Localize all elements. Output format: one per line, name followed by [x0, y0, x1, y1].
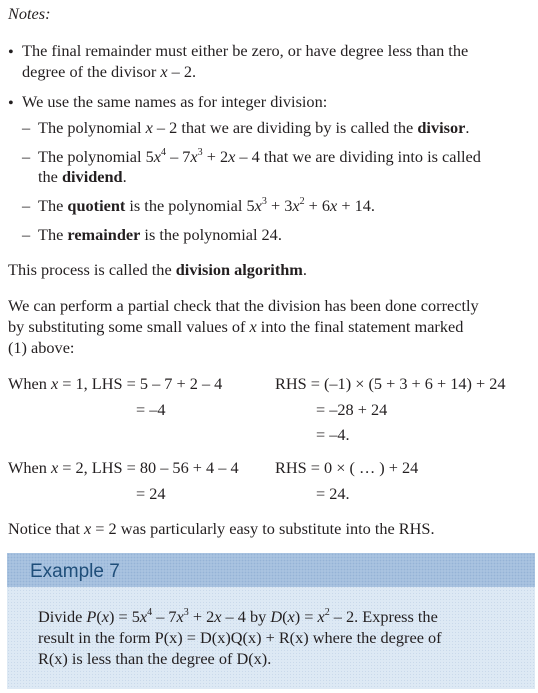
eq1-lhs-result: = –4 — [136, 400, 166, 419]
example-line-2: result in the form P(x) = D(x)Q(x) + R(x) where the degree of — [38, 628, 442, 647]
bullet-1-line-2: degree of the divisor x – 2. — [22, 62, 197, 81]
dash-marker: – — [22, 118, 31, 137]
eq1-rhs: RHS = (–1) × (5 + 3 + 6 + 14) + 24 — [275, 374, 506, 393]
eq1-rhs-result: = –4. — [316, 425, 350, 444]
dash-marker: – — [22, 147, 31, 166]
example-title: Example 7 — [30, 561, 120, 582]
notes-title: Notes: — [8, 4, 51, 23]
eq2-rhs: RHS = 0 × ( … ) + 24 — [275, 458, 419, 477]
dividend-item-line-1: The polynomial $5x^4 - 7x^3 + 2x - 4$ that we are dividing into is called — [38, 146, 481, 166]
eq1-rhs-step: = –28 + 24 — [316, 400, 388, 419]
divisor-item: The polynomial x – 2 that we are dividing by is called the divisor. — [38, 118, 470, 137]
dash-marker: – — [22, 196, 31, 215]
dash-marker: – — [22, 225, 31, 244]
quotient-item: The quotient is the polynomial $5x^3 + 3x^2 + 6x + 14$. — [38, 195, 375, 215]
bullet-1-line-1: The final remainder must either be zero, or have degree less than the — [22, 41, 469, 60]
check-line-2: by substituting some small values of x into the final statement marked — [8, 317, 464, 336]
remainder-item: The remainder is the polynomial 24. — [38, 225, 282, 244]
bullet-marker: • — [8, 93, 14, 112]
eq1-lhs: When x = 1, LHS = 5 – 7 + 2 – 4 — [8, 374, 223, 393]
process-sentence: This process is called the division algorithm. — [8, 260, 307, 279]
eq2-lhs: When x = 2, LHS = 80 – 56 + 4 – 4 — [8, 458, 239, 477]
eq2-lhs-result: = 24 — [136, 484, 166, 503]
check-line-1: We can perform a partial check that the division has been done correctly — [8, 296, 479, 315]
example-line-1: Divide $P(x) = 5x^4 - 7x^3 + 2x - 4$ by $D(x) = x^2 - 2$. Express the — [38, 606, 438, 626]
bullet-2-line-1: We use the same names as for integer division: — [22, 92, 328, 111]
example-line-3: R(x) is less than the degree of D(x). — [38, 649, 272, 668]
notice-sentence: Notice that x = 2 was particularly easy to substitute into the RHS. — [8, 519, 435, 538]
eq2-rhs-result: = 24. — [316, 484, 350, 503]
check-line-3: (1) above: — [8, 338, 75, 357]
dividend-item-line-2: the dividend. — [38, 167, 127, 186]
bullet-marker: • — [8, 42, 14, 61]
